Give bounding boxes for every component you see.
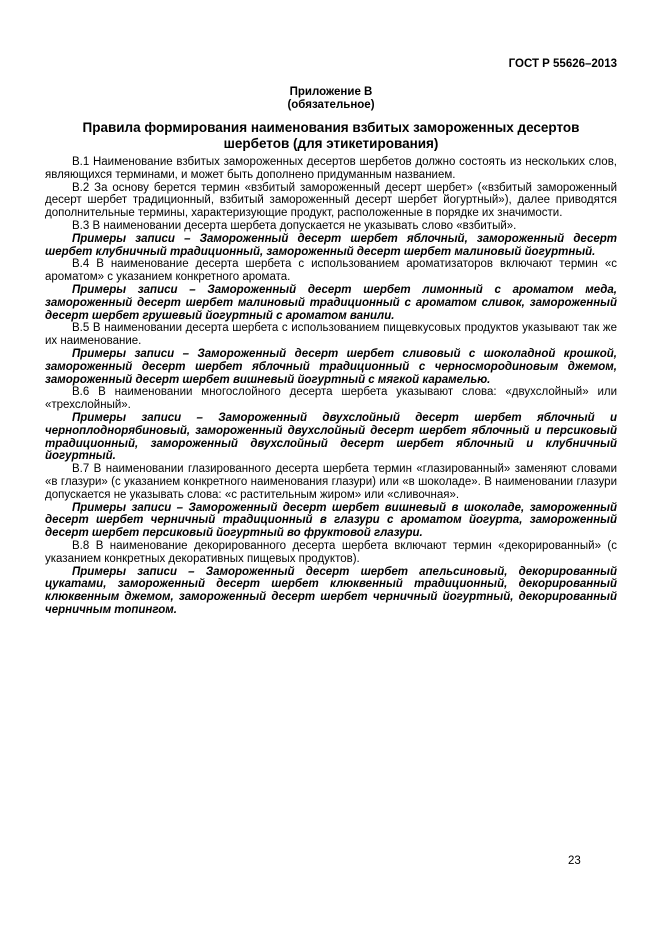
appendix-heading <box>45 86 617 112</box>
example-b4: Примеры записи – Замороженный десерт шербет лимонный с ароматом меда, замороженный десерт шербет малиновый традиционный с ароматом сливок, замороженный десерт шербет грушевый йогуртный с ароматом ванили. <box>45 283 617 322</box>
clause-b2: В.2 За основу берется термин «взбитый замороженный десерт шербет» («взбитый замороженный десерт шербет традиционный, взбитый замороженный десерт шербет йогуртный»), далее приводятся дополнительные термины, характеризующие продукт, расположенные в порядке их значимости. <box>45 181 617 220</box>
standard-designation: ГОСТ Р 55626–2013 <box>508 58 617 70</box>
appendix-type: (обязательное) <box>287 99 375 111</box>
body-text <box>45 156 617 617</box>
appendix-label: Приложение В <box>289 86 373 98</box>
page-title-line2: шербетов (для этикетирования) <box>223 136 439 151</box>
clause-b7: В.7 В наименовании глазированного десерта шербета термин «глазированный» заменяют словами «в глазури» (с указанием конкретного наименования глазури) или «в шоколаде». В наименовании глазури допускается не указывать слова: «с растительным жиром» или «сливочная». <box>45 463 617 501</box>
page-title <box>45 120 617 152</box>
clause-b5: В.5 В наименовании десерта шербета с использованием пищевкусовых продуктов указывают так же их наименование. <box>45 322 617 348</box>
clause-b6: В.6 В наименовании многослойного десерта шербета указывают слова: «двухслойный» или «трехслойный». <box>45 386 617 412</box>
clause-b3: В.3 В наименовании десерта шербета допускается не указывать слово «взбитый». <box>72 219 517 232</box>
example-b3: Примеры записи – Замороженный десерт шербет яблочный, замороженный десерт шербет клубничный традиционный, замороженный десерт шербет малиновый йогуртный. <box>45 232 617 258</box>
page-title-line1: Правила формирования наименования взбитых замороженных десертов <box>82 120 580 135</box>
document-content <box>45 58 617 617</box>
clause-b8: В.8 В наименование декорированного десерта шербета включают термин «декорированный» (с указанием конкретных декоративных пищевых продуктов). <box>45 539 617 565</box>
clause-b1: В.1 Наименование взбитых замороженных десертов шербетов должно состоять из нескольких слов, являющихся терминами, и может быть дополнено придуманным названием. <box>45 156 617 181</box>
clause-b4: В.4 В наименование десерта шербета с использованием ароматизаторов включают термин «с ароматом» с указанием конкретного аромата. <box>45 258 617 284</box>
page-number: 23 <box>568 855 581 867</box>
example-b8: Примеры записи – Замороженный десерт шербет апельсиновый, декорированный цукатами, замороженный десерт шербет клюквенный традиционный, декорированный клюквенным джемом, замороженный десерт шербет черничный йогуртный, декорированный черничным топингом. <box>45 565 617 616</box>
example-b6: Примеры записи – Замороженный двухслойный десерт шербет яблочный и черноплоднорябиновый, замороженный двухслойный десерт шербет яблочный и персиковый традиционный, замороженный двухслойный десерт шербет яблочный и клубничный йогуртный. <box>45 411 617 463</box>
example-b5: Примеры записи – Замороженный десерт шербет сливовый с шоколадной крошкой, замороженный десерт шербет яблочный традиционный с черносмородиновым джемом, замороженный десерт шербет вишневый йогуртный с мягкой карамелью. <box>45 347 617 386</box>
example-b7: Примеры записи – Замороженный десерт шербет вишневый в шоколаде, замороженный десерт шербет черничный традиционный в глазури с ароматом йогурта, замороженный десерт шербет персиковый йогуртный во фруктовой глазури. <box>45 501 617 540</box>
